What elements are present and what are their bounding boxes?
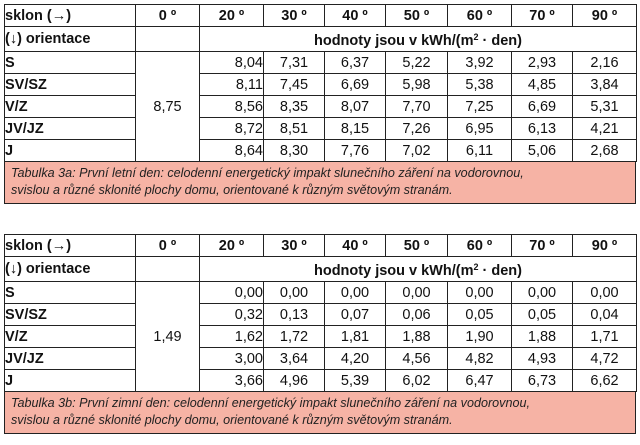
orientation-label: SV/SZ <box>5 74 136 96</box>
value-cell: 4,21 <box>573 118 637 140</box>
angle-header: 40 º <box>325 5 386 27</box>
value-cell: 8,30 <box>264 140 325 162</box>
corner-orientation-label: (↓) orientace <box>5 27 136 52</box>
orientation-label: S <box>5 282 136 304</box>
corner-orientation-label: (↓) orientace <box>5 257 136 282</box>
value-cell: 0,06 <box>386 304 448 326</box>
caption-line: Tabulka 3a: První letní den: celodenní energetický impakt slunečního záření na vodorovnou, <box>11 166 524 180</box>
caption-line: svislou a různé sklonité plochy domu, orientované k různým světovým stranám. <box>11 413 453 427</box>
value-cell: 4,20 <box>325 348 386 370</box>
value-cell: 5,06 <box>512 140 573 162</box>
value-cell: 4,96 <box>264 370 325 392</box>
horizontal-value: 1,49 <box>136 282 200 392</box>
table-row <box>5 282 637 304</box>
value-cell: 0,05 <box>448 304 512 326</box>
value-cell: 7,26 <box>386 118 448 140</box>
table-row <box>5 74 637 96</box>
value-cell: 7,31 <box>264 52 325 74</box>
orientation-label: J <box>5 370 136 392</box>
value-cell: 8,07 <box>325 96 386 118</box>
value-cell: 2,16 <box>573 52 637 74</box>
table-row <box>5 304 637 326</box>
angle-header: 70 º <box>512 235 573 257</box>
value-cell: 8,15 <box>325 118 386 140</box>
value-cell: 6,69 <box>512 96 573 118</box>
caption-line: svislou a různé sklonité plochy domu, orientované k různým světovým stranám. <box>11 183 453 197</box>
value-cell: 1,90 <box>448 326 512 348</box>
table-row <box>5 348 637 370</box>
orientation-label: J <box>5 140 136 162</box>
value-cell: 5,22 <box>386 52 448 74</box>
value-cell: 7,76 <box>325 140 386 162</box>
value-cell: 4,93 <box>512 348 573 370</box>
value-cell: 5,98 <box>386 74 448 96</box>
value-cell: 1,81 <box>325 326 386 348</box>
value-cell: 1,88 <box>512 326 573 348</box>
value-cell: 1,71 <box>573 326 637 348</box>
units-label: hodnoty jsou v kWh/$(m^2 \cdot den)$ <box>200 27 637 52</box>
horizontal-value: 8,75 <box>136 52 200 162</box>
units-spacer <box>136 27 200 52</box>
angle-header: 30 º <box>264 235 325 257</box>
orientation-label: V/Z <box>5 326 136 348</box>
value-cell: 5,31 <box>573 96 637 118</box>
value-cell: 0,13 <box>264 304 325 326</box>
table-row <box>5 52 637 74</box>
angle-header: 40 º <box>325 235 386 257</box>
value-cell: 0,04 <box>573 304 637 326</box>
table-row <box>5 118 637 140</box>
value-cell: 6,11 <box>448 140 512 162</box>
value-cell: 0,00 <box>386 282 448 304</box>
value-cell: 7,45 <box>264 74 325 96</box>
table-caption <box>4 162 636 204</box>
value-cell: 8,35 <box>264 96 325 118</box>
value-cell: 3,92 <box>448 52 512 74</box>
summer-table <box>4 4 637 162</box>
angle-header: 60 º <box>448 235 512 257</box>
units-row <box>5 27 637 52</box>
angle-header: 20 º <box>200 235 264 257</box>
value-cell: 8,72 <box>200 118 264 140</box>
value-cell: 8,04 <box>200 52 264 74</box>
value-cell: 6,47 <box>448 370 512 392</box>
corner-slope-label: sklon (→) <box>5 235 136 257</box>
table-row <box>5 96 637 118</box>
table-row <box>5 140 637 162</box>
value-cell: 1,62 <box>200 326 264 348</box>
value-cell: 6,62 <box>573 370 637 392</box>
value-cell: 6,02 <box>386 370 448 392</box>
value-cell: 6,95 <box>448 118 512 140</box>
angle-header: 30 º <box>264 5 325 27</box>
winter-table-block <box>4 234 636 434</box>
orientation-label: JV/JZ <box>5 118 136 140</box>
header-row <box>5 235 637 257</box>
value-cell: 1,72 <box>264 326 325 348</box>
value-cell: 3,66 <box>200 370 264 392</box>
angle-header: 50 º <box>386 235 448 257</box>
value-cell: 4,72 <box>573 348 637 370</box>
angle-header: 90 º <box>573 235 637 257</box>
value-cell: 8,11 <box>200 74 264 96</box>
value-cell: 4,82 <box>448 348 512 370</box>
orientation-label: S <box>5 52 136 74</box>
value-cell: 4,56 <box>386 348 448 370</box>
value-cell: 0,05 <box>512 304 573 326</box>
value-cell: 3,84 <box>573 74 637 96</box>
units-label: hodnoty jsou v kWh/$(m^2 \cdot den)$ <box>200 257 637 282</box>
units-row <box>5 257 637 282</box>
angle-header: 0 º <box>136 235 200 257</box>
value-cell: 0,00 <box>325 282 386 304</box>
value-cell: 2,68 <box>573 140 637 162</box>
value-cell: 7,70 <box>386 96 448 118</box>
value-cell: 6,13 <box>512 118 573 140</box>
angle-header: 0 º <box>136 5 200 27</box>
table-caption <box>4 392 636 434</box>
value-cell: 8,51 <box>264 118 325 140</box>
value-cell: 0,32 <box>200 304 264 326</box>
angle-header: 90 º <box>573 5 637 27</box>
angle-header: 60 º <box>448 5 512 27</box>
value-cell: 8,64 <box>200 140 264 162</box>
value-cell: 4,85 <box>512 74 573 96</box>
value-cell: 6,69 <box>325 74 386 96</box>
corner-slope-label: sklon (→) <box>5 5 136 27</box>
value-cell: 0,00 <box>200 282 264 304</box>
value-cell: 8,56 <box>200 96 264 118</box>
angle-header: 70 º <box>512 5 573 27</box>
angle-header: 50 º <box>386 5 448 27</box>
value-cell: 5,38 <box>448 74 512 96</box>
value-cell: 0,00 <box>264 282 325 304</box>
value-cell: 0,00 <box>448 282 512 304</box>
units-spacer <box>136 257 200 282</box>
orientation-label: JV/JZ <box>5 348 136 370</box>
value-cell: 3,64 <box>264 348 325 370</box>
orientation-label: SV/SZ <box>5 304 136 326</box>
angle-header: 20 º <box>200 5 264 27</box>
value-cell: 7,25 <box>448 96 512 118</box>
value-cell: 6,37 <box>325 52 386 74</box>
value-cell: 0,07 <box>325 304 386 326</box>
value-cell: 2,93 <box>512 52 573 74</box>
value-cell: 0,00 <box>512 282 573 304</box>
value-cell: 5,39 <box>325 370 386 392</box>
header-row <box>5 5 637 27</box>
winter-table <box>4 234 637 392</box>
table-row <box>5 326 637 348</box>
table-row <box>5 370 637 392</box>
value-cell: 0,00 <box>573 282 637 304</box>
value-cell: 3,00 <box>200 348 264 370</box>
orientation-label: V/Z <box>5 96 136 118</box>
value-cell: 7,02 <box>386 140 448 162</box>
value-cell: 1,88 <box>386 326 448 348</box>
summer-table-block <box>4 4 636 204</box>
caption-line: Tabulka 3b: První zimní den: celodenní energetický impakt slunečního záření na vodorovnou, <box>11 396 530 410</box>
value-cell: 6,73 <box>512 370 573 392</box>
